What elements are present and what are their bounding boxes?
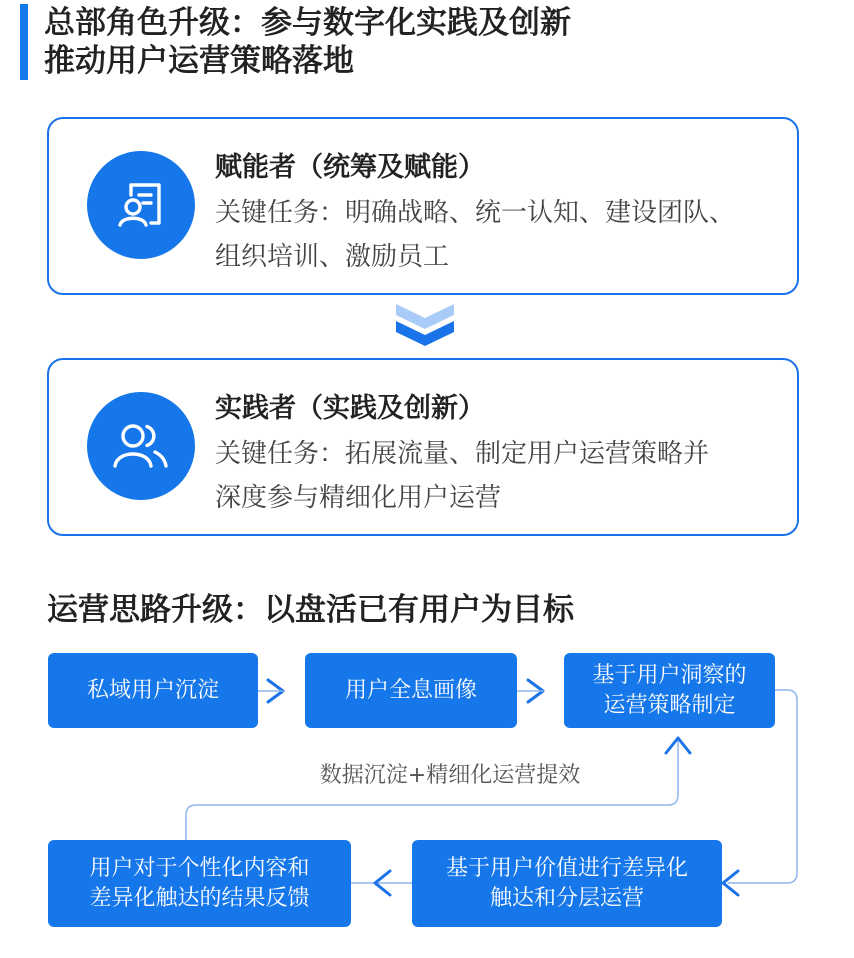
loop-connector-back [186, 740, 678, 840]
step-line: 差异化触达的结果反馈 [89, 885, 310, 911]
flow-step-differentiated-reach [412, 840, 722, 927]
step-line: 私域用户沉淀 [86, 677, 219, 703]
role-description-line2: 组织培训、激励员工 [215, 242, 450, 272]
flow-step-strategy [564, 653, 775, 728]
step-line: 用户全息画像 [344, 677, 477, 703]
flow-step-private-domain [48, 653, 258, 728]
loop-label: 数据沉淀+精细化运营提效 [319, 763, 581, 788]
role-description-line1: 关键任务：拓展流量、制定用户运营策略并 [215, 439, 710, 469]
flow-step-user-portrait [305, 653, 517, 728]
role-description-line1: 关键任务：明确战略、统一认知、建设团队、 [215, 198, 736, 228]
step-line: 基于用户价值进行差异化 [445, 855, 688, 881]
role-description-line2: 深度参与精细化用户运营 [215, 483, 502, 513]
page-title-line1: 总部角色升级：参与数字化实践及创新 [44, 5, 571, 41]
page-title-line2: 推动用户运营策略落地 [44, 43, 354, 79]
step-line: 触达和分层运营 [489, 885, 644, 911]
step-line: 运营策略制定 [603, 692, 736, 718]
role-title: 赋能者（统筹及赋能） [215, 152, 485, 183]
role-title: 实践者（实践及创新） [215, 393, 485, 424]
flow-step-feedback [48, 840, 351, 927]
step-line: 用户对于个性化内容和 [89, 855, 310, 881]
step-line: 基于用户洞察的 [592, 662, 747, 688]
section-title: 运营思路升级：以盘活已有用户为目标 [47, 592, 574, 628]
